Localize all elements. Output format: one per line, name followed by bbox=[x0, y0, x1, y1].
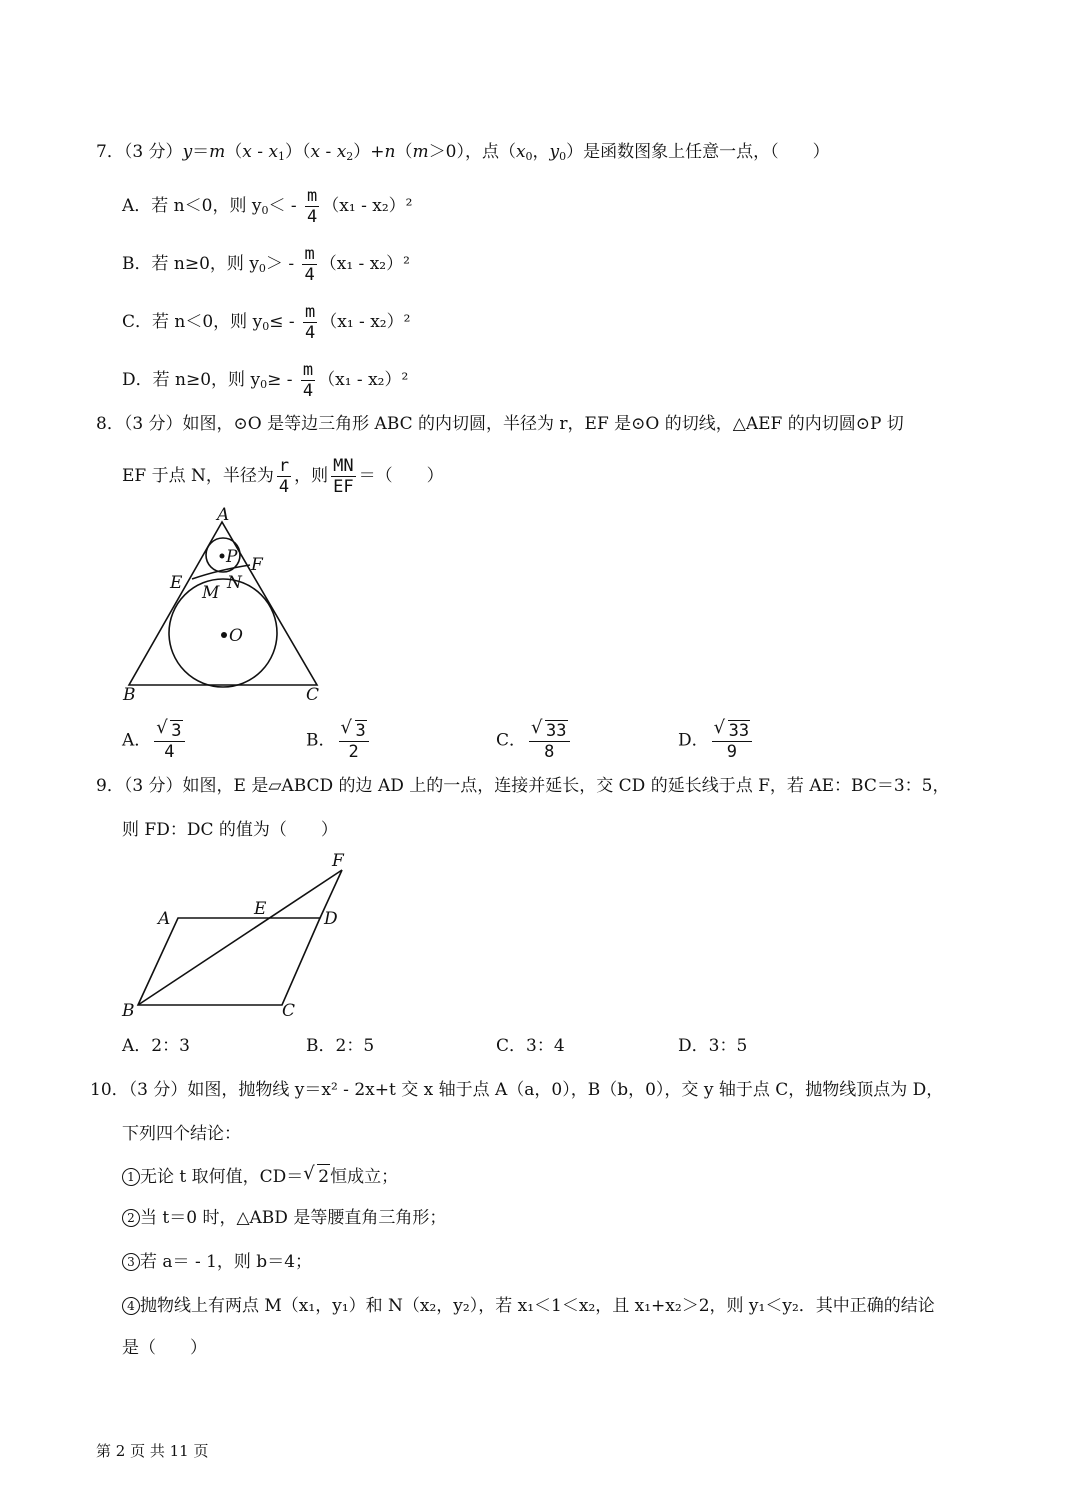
parallelogram-abcd bbox=[138, 918, 320, 1005]
q8-stem-line1: 8．（3 分）如图，⊙O 是等边三角形 ABC 的内切圆，半径为 r，EF 是⊙O 的切线，△AEF 的内切圆⊙P 切 bbox=[96, 414, 904, 434]
label-f: F bbox=[332, 851, 344, 871]
label-c: C bbox=[282, 1001, 296, 1021]
q7-option-c: C．若 n＜0，则 $y_0\le$ - $\frac{m}{4}$ （x₁ - x₂）² bbox=[122, 302, 411, 343]
q9-option-a: A．2：3 bbox=[122, 1036, 190, 1056]
label-d: D bbox=[324, 909, 338, 929]
point-o bbox=[221, 632, 227, 638]
q8-option-a: A． √ $\frac{3}{4}$ bbox=[122, 720, 188, 762]
page-footer: 第 2 页 共 11 页 bbox=[96, 1442, 209, 1460]
label-f: F bbox=[251, 555, 263, 575]
q8-option-b: B． √ $\frac{3}{2}$ bbox=[306, 720, 372, 762]
q10-statement-3: 3 若 a＝ - 1，则 b＝4； bbox=[122, 1250, 312, 1274]
q9-option-c: C．3：4 bbox=[496, 1036, 565, 1056]
q7-option-a: A．若 n＜0，则 $y_0<$ - $\frac{m}{4}$ （x₁ - x₂）² bbox=[122, 186, 413, 227]
q9-stem-line2: 则 FD：DC 的值为（ ） bbox=[122, 820, 338, 840]
q8-option-c: C． √ $\frac{33}{8}$ bbox=[496, 720, 573, 762]
circled-number: 1 bbox=[122, 1168, 140, 1186]
label-b: B bbox=[123, 685, 136, 705]
circled-number: 3 bbox=[122, 1253, 140, 1271]
q10-statement-1: 1 无论 t 取何值，CD＝√ 2恒成立； bbox=[122, 1164, 398, 1189]
q10-stem-line2: 下列四个结论： bbox=[122, 1124, 241, 1144]
label-c: C bbox=[306, 685, 320, 705]
point-p bbox=[220, 554, 225, 559]
q8-radius-fraction: $\frac{r}{4}$ bbox=[278, 456, 290, 497]
label-e: E bbox=[254, 899, 267, 919]
label-a: A bbox=[158, 909, 171, 929]
q8-option-d: D． √ $\frac{33}{9}$ bbox=[678, 720, 755, 762]
label-o: O bbox=[229, 626, 243, 646]
label-b: B bbox=[122, 1001, 135, 1021]
q7-option-d: D．若 n≥0，则 $y_0\ge$ - $\frac{m}{4}$ （x₁ - x₂）² bbox=[122, 360, 409, 401]
q7-fraction: $\frac{m}{4}$ bbox=[304, 244, 315, 285]
q8-ratio-fraction: $\frac{MN}{EF}$ bbox=[333, 456, 354, 497]
triangle-abc bbox=[129, 522, 317, 685]
label-m: M bbox=[202, 583, 220, 603]
label-p: P bbox=[226, 547, 238, 567]
q7-fraction: $\frac{m}{4}$ bbox=[302, 360, 314, 401]
q9-option-b: B．2：5 bbox=[306, 1036, 375, 1056]
q10-statement-4: 4 抛物线上有两点 M（x₁，y₁）和 N（x₂，y₂），若 x₁＜1＜x₂，且 x₁+x₂＞2，则 y₁＜y₂．其中正确的结论 bbox=[122, 1294, 935, 1318]
label-e: E bbox=[170, 573, 183, 593]
q7-option-b: B．若 n≥0，则 $y_0>$ - $\frac{m}{4}$ （x₁ - x₂）² bbox=[122, 244, 410, 285]
label-a: A bbox=[217, 505, 230, 525]
q9-option-d: D．3：5 bbox=[678, 1036, 748, 1056]
q9-parallelogram-figure bbox=[110, 848, 370, 1028]
q8-triangle-figure bbox=[110, 500, 340, 710]
q10-stem-line1: 10．（3 分）如图，抛物线 y＝x² - 2x+t 交 x 轴于点 A（a，0），B（b，0），交 y 轴于点 C，抛物线顶点为 D， bbox=[90, 1080, 944, 1100]
q7-fraction: $\frac{m}{4}$ bbox=[305, 302, 316, 343]
q10-statement-2: 2 当 t＝0 时，△ABD 是等腰直角三角形； bbox=[122, 1206, 446, 1230]
q10-stem-end: 是（ ） bbox=[122, 1338, 207, 1358]
label-n: N bbox=[227, 573, 242, 593]
q8-stem-line2: EF 于点 N，半径为 $\frac{r}{4}$ ，则 $\frac{MN}{EF}$ ＝（ ） bbox=[122, 456, 444, 497]
circled-number: 2 bbox=[122, 1209, 140, 1227]
q7-stem: 7．（3 分）$y=m(x - x_1)(x - x_2)+n(m>0)$，点（$x_0$，$y_0$）是函数图象上任意一点，（ ） bbox=[96, 142, 830, 163]
q7-fraction: $\frac{m}{4}$ bbox=[307, 186, 318, 227]
q9-stem-line1: 9．（3 分）如图，E 是▱ABCD 的边 AD 上的一点，连接并延长，交 CD 的延长线于点 F，若 AE：BC＝3：5， bbox=[96, 776, 950, 796]
circled-number: 4 bbox=[122, 1297, 140, 1315]
